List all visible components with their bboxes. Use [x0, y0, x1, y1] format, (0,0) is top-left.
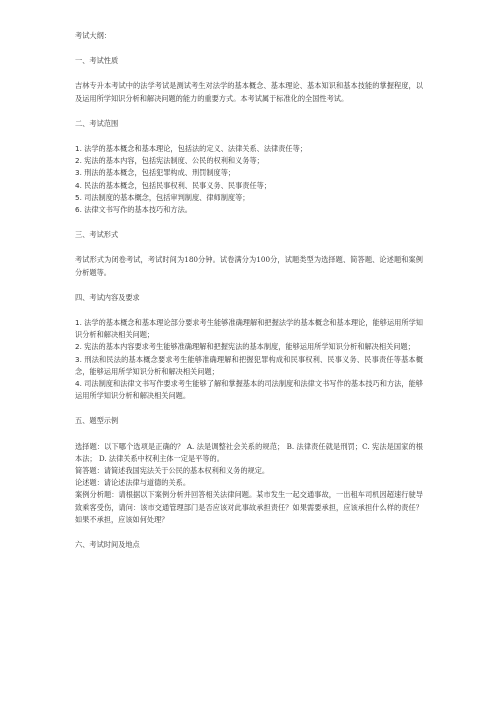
list-item [75, 143, 423, 155]
list-item [75, 180, 423, 192]
list-item [75, 354, 423, 378]
section-heading-requirements: 四、考试内容及要求 [75, 292, 140, 302]
section-paragraph-nature: 吉林专升本考试中的法学考试是测试考生对法学的基本概念、基本理论、基本知识和基本技能的掌握程度，以及运用所学知识分析和解决问题的能力的重要方式。本考试属于标准化的全国性考试。 [75, 81, 423, 103]
example-short-answer: 简答题：请简述我国宪法关于公民的基本权利和义务的规定。 [75, 466, 270, 476]
list-item-text: 司法制度和法律文书写作要求考生能够了解和掌握基本的司法制度和法律文书写作的基本技巧和方法，能够运用所学知识分析和解决相关问题。 [75, 379, 423, 401]
list-item [75, 155, 423, 167]
list-item-text: 法学的基本概念和基本理论，包括法的定义、法律关系、法律责任等； [84, 144, 307, 154]
list-item [75, 378, 423, 402]
list-item-number: 4. [75, 180, 82, 190]
list-item-number: 2. [75, 342, 82, 352]
list-item-number: 2. [75, 156, 82, 166]
list-item-text: 民法的基本概念，包括民事权利、民事义务、民事责任等； [84, 180, 272, 190]
list-item-text: 刑法的基本概念，包括犯罪构成、刑罚制度等； [84, 168, 236, 178]
section-heading-time-location: 六、考试时间及地点 [75, 540, 140, 550]
example-essay: 论述题：请论述法律与道德的关系。 [75, 478, 191, 488]
list-item [75, 192, 423, 204]
section-heading-format: 三、考试形式 [75, 230, 119, 240]
list-item-number: 1. [75, 144, 82, 154]
list-item-text: 宪法的基本内容要求考生能够准确理解和把握宪法的基本制度，能够运用所学知识分析和解决相关问题； [84, 342, 415, 352]
section-paragraph-format: 考试形式为闭卷考试，考试时间为180分钟。试卷满分为100分，试题类型为选择题、简答题、论述题和案例分析题等。 [75, 255, 423, 277]
document-page [75, 30, 423, 564]
list-item-text: 宪法的基本内容，包括宪法制度、公民的权利和义务等； [84, 156, 264, 166]
examples-block [75, 441, 423, 526]
section-heading-scope: 二、考试范围 [75, 118, 119, 128]
list-item-number: 4. [75, 379, 82, 389]
list-item-number: 3. [75, 354, 82, 364]
example-case-analysis: 案例分析题：请根据以下案例分析并回答相关法律问题。某市发生一起交通事故，一出租车司机因超速行驶导致乘客受伤，请问：该市交通管理部门是否应该对此事故承担责任？如果需要承担，应该承担什么样的责任？如果不承担，应该如何处理？ [75, 490, 423, 524]
list-item-number: 1. [75, 318, 82, 328]
example-multiple-choice: 选择题：以下哪个选项是正确的？ A. 法是调整社会关系的规范； B. 法律责任就是刑罚；C. 宪法是国家的根本法； D. 法律关系中权利主体一定是平等的。 [75, 441, 423, 463]
section-heading-examples: 五、题型示例 [75, 416, 119, 426]
list-item-text: 法学的基本概念和基本理论部分要求考生能够准确理解和把握法学的基本概念和基本理论，能够运用所学知识分析和解决相关问题； [75, 318, 423, 340]
section-heading-nature: 一、考试性质 [75, 56, 119, 66]
list-item-number: 3. [75, 168, 82, 178]
list-item [75, 317, 423, 341]
list-item-text: 司法制度的基本概念，包括审判制度、律师制度等； [84, 192, 250, 202]
list-item [75, 204, 423, 216]
list-item-text: 法律文书写作的基本技巧和方法。 [84, 205, 192, 215]
list-item-text: 刑法和民法的基本概念要求考生能够准确理解和把握犯罪构成和民事权利、民事义务、民事责任等基本概念，能够运用所学知识分析和解决相关问题； [75, 354, 423, 376]
list-item-number: 5. [75, 192, 82, 202]
requirements-list [75, 317, 423, 402]
scope-list [75, 143, 423, 216]
list-item-number: 6. [75, 205, 82, 215]
list-item [75, 341, 423, 353]
document-title: 考试大纲： [75, 31, 111, 40]
list-item [75, 167, 423, 179]
